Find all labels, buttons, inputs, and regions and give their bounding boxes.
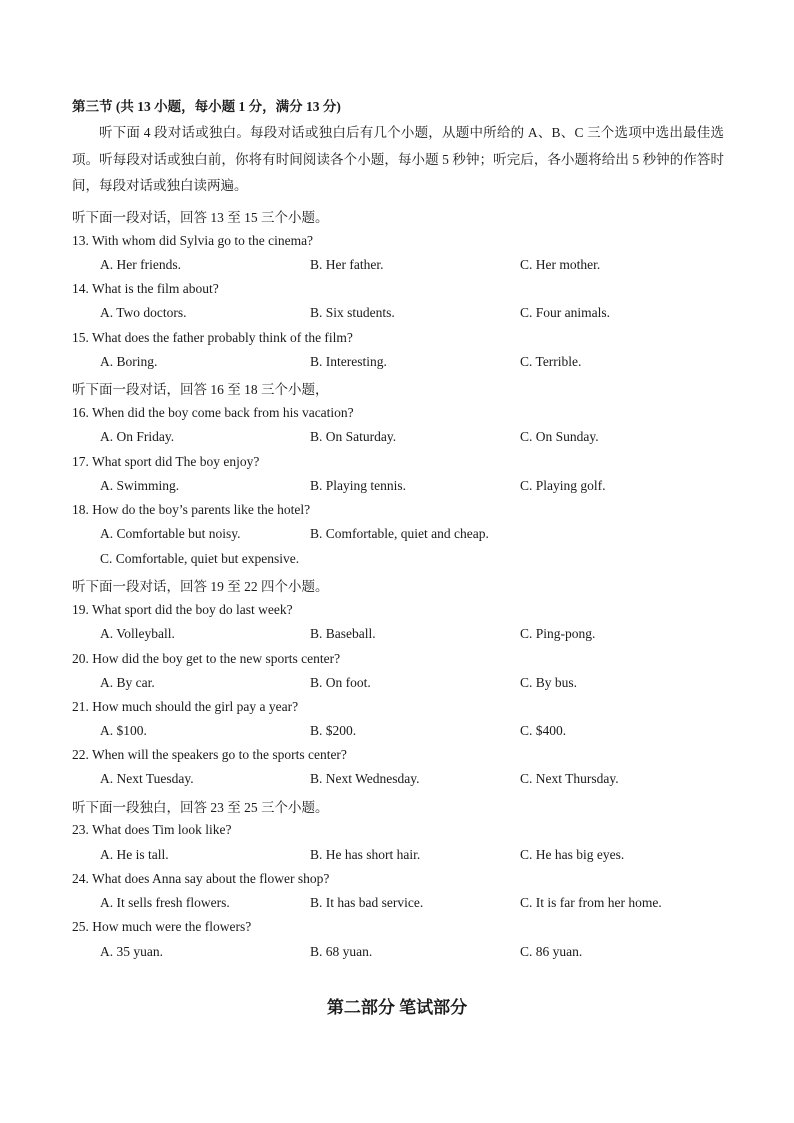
option-c: C. It is far from her home. (520, 895, 662, 910)
option-c: C. Next Thursday. (520, 771, 619, 786)
question-25: 25. How much were the flowers? (72, 919, 252, 934)
option-a: A. $100. (100, 723, 147, 738)
option-c: C. 86 yuan. (520, 944, 583, 959)
option-c: C. By bus. (520, 675, 578, 690)
section-heading: 第三节 (共 13 小题，每小题 1 分，满分 13 分) (72, 99, 341, 114)
question-17: 17. What sport did The boy enjoy? (72, 454, 260, 469)
option-a: A. 35 yuan. (100, 944, 163, 959)
option-b: B. Six students. (310, 305, 395, 320)
question-21: 21. How much should the girl pay a year? (72, 699, 299, 714)
part-title: 第二部分 笔试部分 (326, 998, 468, 1017)
option-a: A. Boring. (100, 354, 158, 369)
option-b: B. Baseball. (310, 626, 376, 641)
option-c: C. Four animals. (520, 305, 610, 320)
option-b: B. Interesting. (310, 354, 387, 369)
option-a: A. He is tall. (100, 847, 169, 862)
option-b: B. 68 yuan. (310, 944, 373, 959)
option-a: A. By car. (100, 675, 155, 690)
option-b: B. Comfortable, quiet and cheap. (310, 526, 489, 541)
option-b: B. Playing tennis. (310, 478, 407, 493)
option-b: B. It has bad service. (310, 895, 424, 910)
question-14: 14. What is the film about? (72, 281, 219, 296)
option-c: C. On Sunday. (520, 429, 599, 444)
question-13: 13. With whom did Sylvia go to the cinema? (72, 233, 314, 248)
option-c: C. Her mother. (520, 257, 601, 272)
option-a: A. Two doctors. (100, 305, 187, 320)
section-instructions: 听下面 4 段对话或独白。每段对话或独白后有几个小题，从题中所给的 A、B、C 三个选项中选出最佳选项。听每段对话或独白前，你将有时间阅读各个小题，每小题 5 秒钟；听完后，各小题将给出 5 秒钟的作答时间，每段对话或独白读两遍。 (72, 125, 724, 194)
question-23: 23. What does Tim look like? (72, 822, 232, 837)
option-a: A. Volleyball. (100, 626, 175, 641)
option-c: C. Comfortable, quiet but expensive. (100, 551, 300, 566)
option-b: B. Her father. (310, 257, 384, 272)
option-c: C. Playing golf. (520, 478, 606, 493)
option-c: C. Ping-pong. (520, 626, 596, 641)
option-b: B. On foot. (310, 675, 371, 690)
option-c: C. $400. (520, 723, 567, 738)
question-20: 20. How did the boy get to the new sports center? (72, 651, 341, 666)
option-b: B. Next Wednesday. (310, 771, 420, 786)
listening-intro-3: 听下面一段对话，回答 19 至 22 四个小题。 (72, 579, 329, 594)
question-19: 19. What sport did the boy do last week? (72, 602, 293, 617)
listening-intro-2: 听下面一段对话，回答 16 至 18 三个小题， (72, 382, 329, 397)
option-a: A. Swimming. (100, 478, 180, 493)
option-b: B. He has short hair. (310, 847, 421, 862)
option-a: A. On Friday. (100, 429, 175, 444)
option-a: A. It sells fresh flowers. (100, 895, 230, 910)
question-16: 16. When did the boy come back from his vacation? (72, 405, 354, 420)
question-22: 22. When will the speakers go to the sports center? (72, 747, 347, 762)
question-18: 18. How do the boy’s parents like the hotel? (72, 502, 311, 517)
listening-intro-1: 听下面一段对话，回答 13 至 15 三个小题。 (72, 210, 329, 225)
listening-intro-4: 听下面一段独白，回答 23 至 25 三个小题。 (72, 800, 329, 815)
option-b: B. On Saturday. (310, 429, 397, 444)
option-c: C. Terrible. (520, 354, 582, 369)
option-a: A. Her friends. (100, 257, 181, 272)
question-24: 24. What does Anna say about the flower shop? (72, 871, 330, 886)
option-a: A. Next Tuesday. (100, 771, 194, 786)
option-b: B. $200. (310, 723, 357, 738)
option-c: C. He has big eyes. (520, 847, 625, 862)
option-a: A. Comfortable but noisy. (100, 526, 241, 541)
question-15: 15. What does the father probably think of the film? (72, 330, 353, 345)
